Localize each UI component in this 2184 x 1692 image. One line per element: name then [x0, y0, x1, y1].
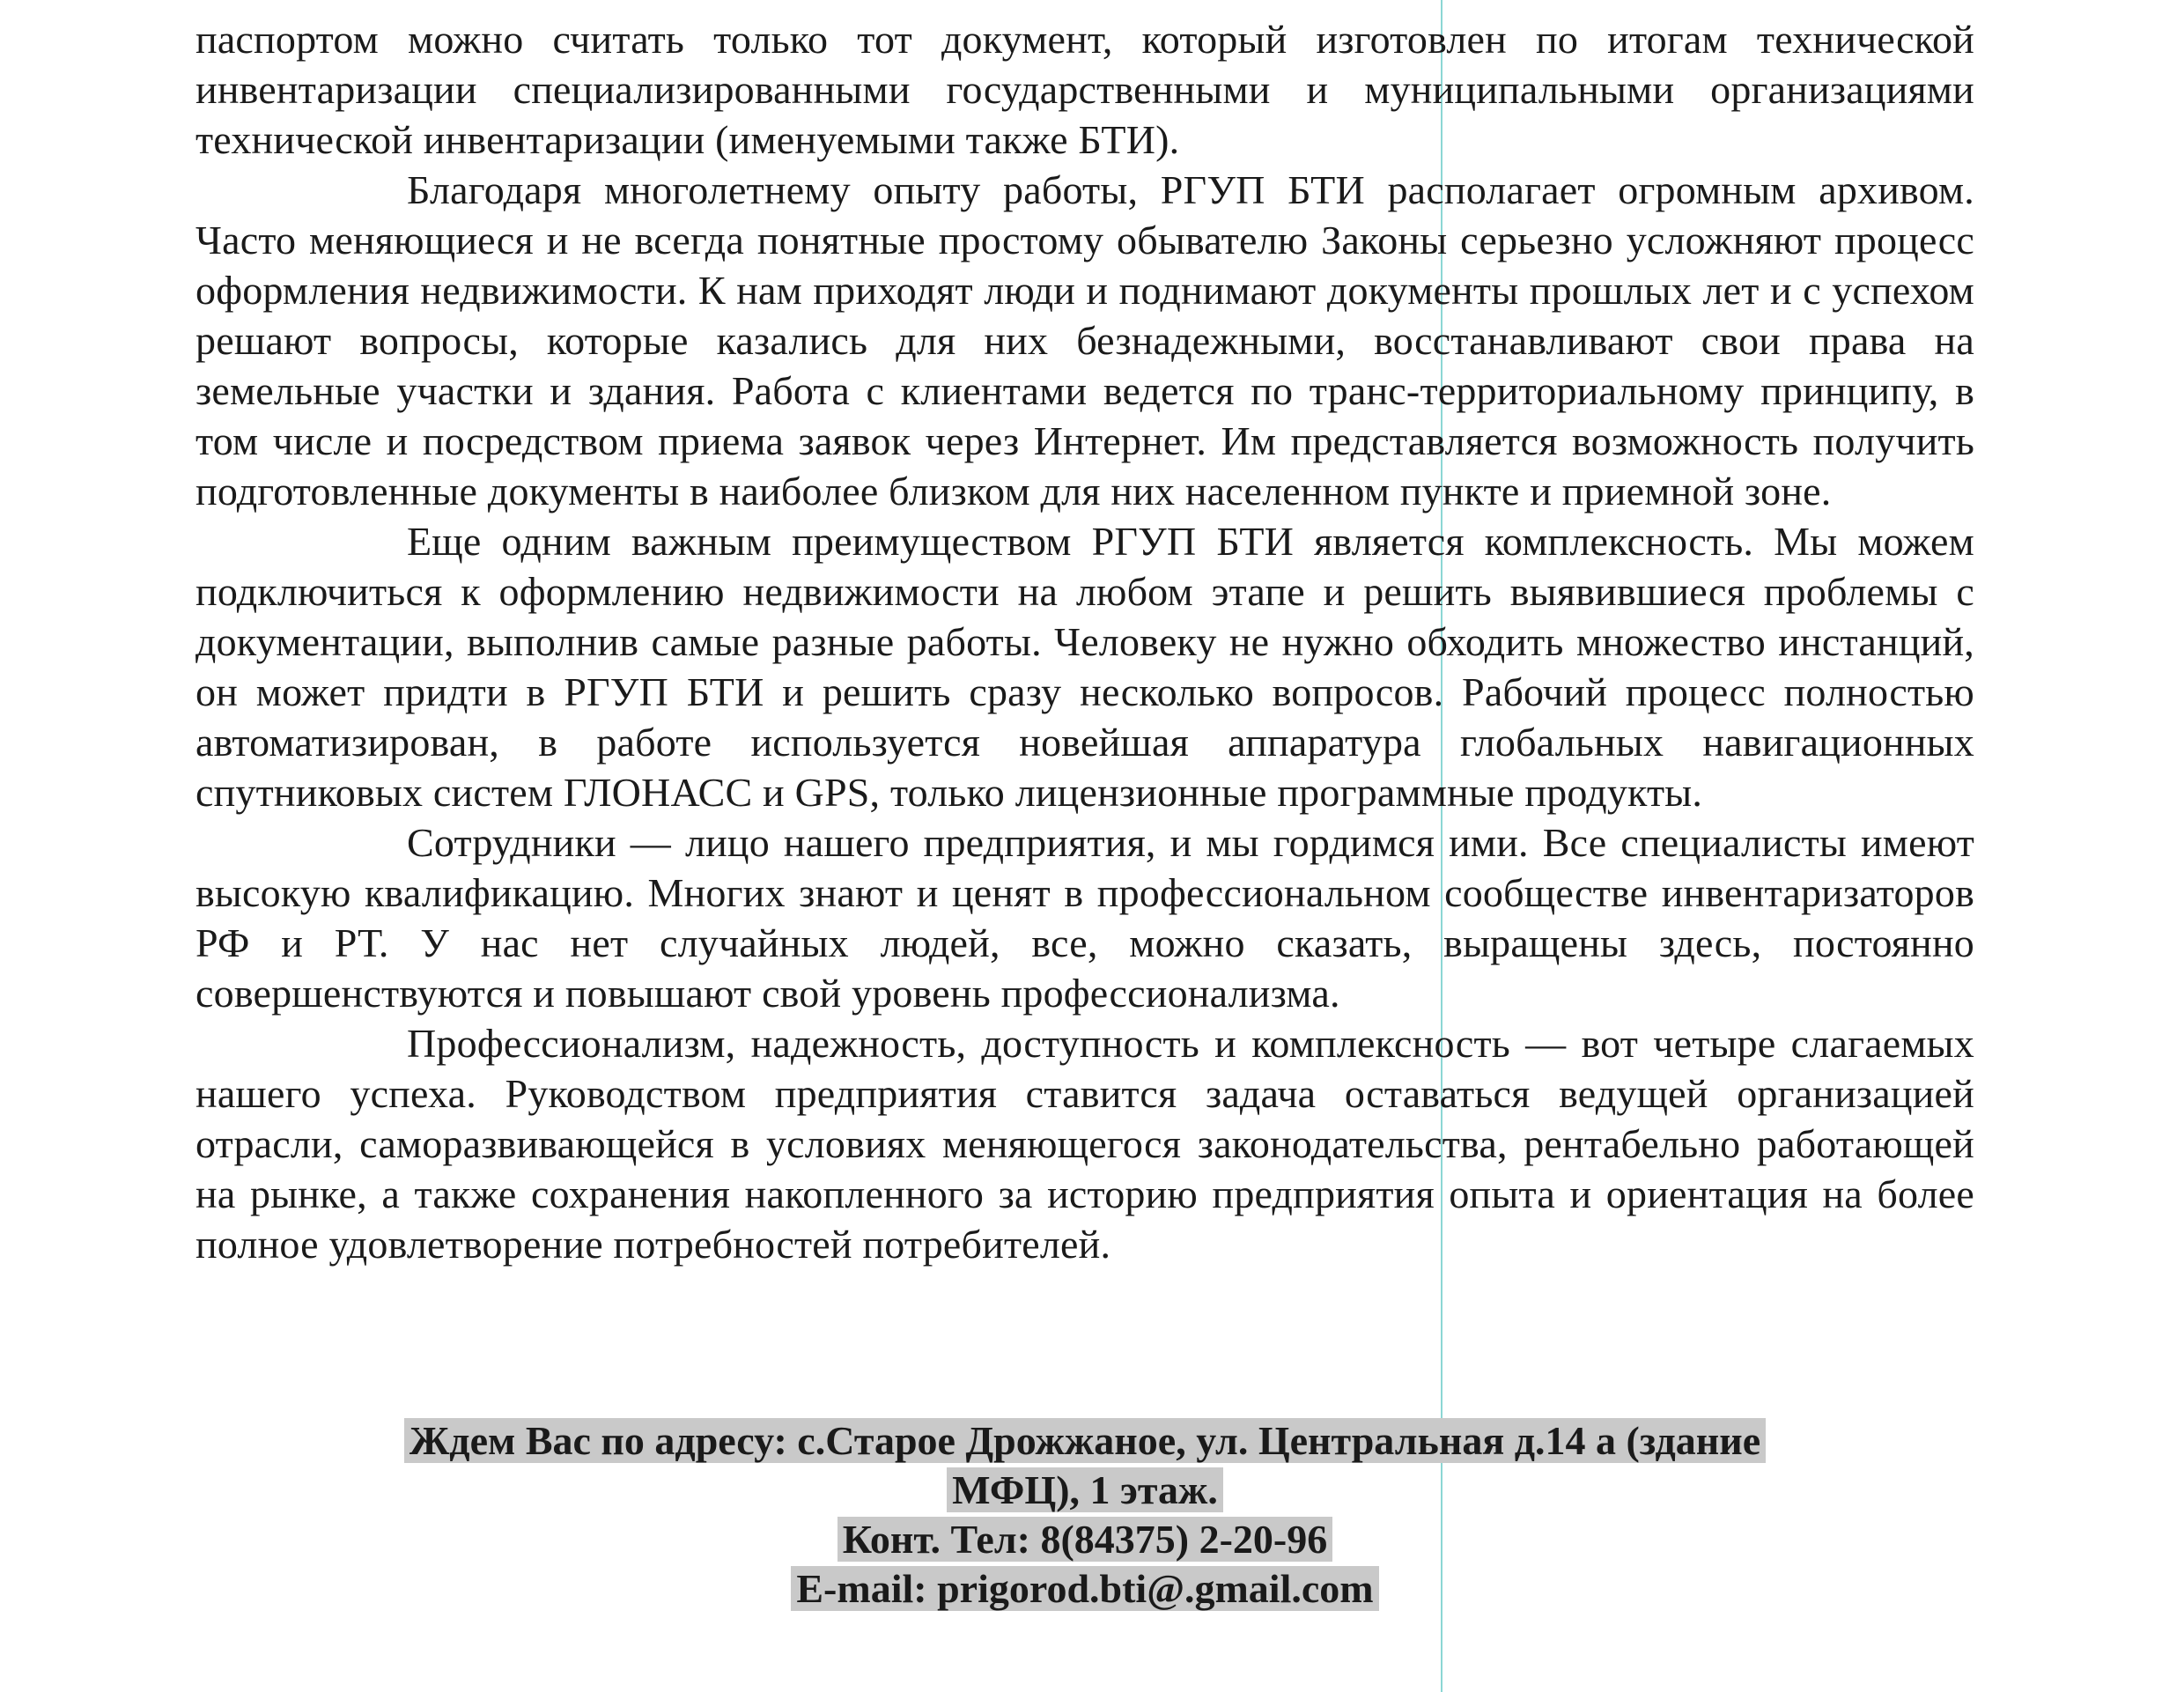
paragraph-1: паспортом можно считать только тот документ, который изготовлен по итогам технической инвентаризации специализированными государственными и муниципальными организациями технической инвентаризации (именуемыми также БТИ).	[196, 17, 1974, 162]
paragraph-2: Благодаря многолетнему опыту работы, РГУП БТИ располагает огромным архивом. Часто меняющиеся и не всегда понятные простому обывателю Законы серьезно усложняют процесс оформления недвижимости. К нам приходят люди и поднимают документы прошлых лет и с успехом решают вопросы, которые казались для них безнадежными, восстанавливают свои права на земельные участки и здания. Работа с клиентами ведется по транс-территориальному принципу, в том числе и посредством приема заявок через Интернет. Им представляется возможность получить подготовленные документы в наиболее близком для них населенном пункте и приемной зоне.	[196, 167, 1974, 514]
phone-line: Конт. Тел: 8(84375) 2-20-96	[837, 1517, 1332, 1562]
address-line-2-wrapper	[196, 1466, 1974, 1515]
address-line-1: Ждем Вас по адресу: с.Старое Дрожжаное, ул. Центральная д.14 а (здание	[404, 1418, 1766, 1463]
address-line-2: МФЦ), 1 этаж.	[947, 1467, 1223, 1512]
paragraph-3: Еще одним важным преимуществом РГУП БТИ является комплексность. Мы можем подключиться к оформлению недвижимости на любом этапе и решить выявившиеся проблемы с документации, выполнив самые разные работы. Человеку не нужно обходить множество инстанций, он может придти в РГУП БТИ и решить сразу несколько вопросов. Рабочий процесс полностью автоматизирован, в работе используется новейшая аппаратура глобальных навигационных спутниковых систем ГЛОНАСС и GPS, только лицензионные программные продукты.	[196, 519, 1974, 815]
address-line-1-wrapper	[196, 1416, 1974, 1466]
paragraph-5: Профессионализм, надежность, доступность и комплексность — вот четыре слагаемых нашего успеха. Руководством предприятия ставится задача оставаться ведущей организацией отрасли, саморазвивающейся в условиях меняющегося законодательства, рентабельно работающей на рынке, а также сохранения накопленного за историю предприятия опыта и ориентация на более полное удовлетворение потребностей потребителей.	[196, 1021, 1974, 1267]
document-body	[196, 14, 1974, 1269]
paragraph-4: Сотрудники — лицо нашего предприятия, и мы гордимся ими. Все специалисты имеют высокую квалификацию. Многих знают и ценят в профессиональном сообществе инвентаризаторов РФ и РТ. У нас нет случайных людей, все, можно сказать, выращены здесь, постоянно совершенствуются и повышают свой уровень профессионализма.	[196, 820, 1974, 1016]
email-line-wrapper	[196, 1564, 1974, 1614]
contact-block	[196, 1416, 1974, 1614]
email-line: E-mail: prigorod.bti@.gmail.com	[791, 1566, 1378, 1611]
phone-line-wrapper	[196, 1515, 1974, 1564]
